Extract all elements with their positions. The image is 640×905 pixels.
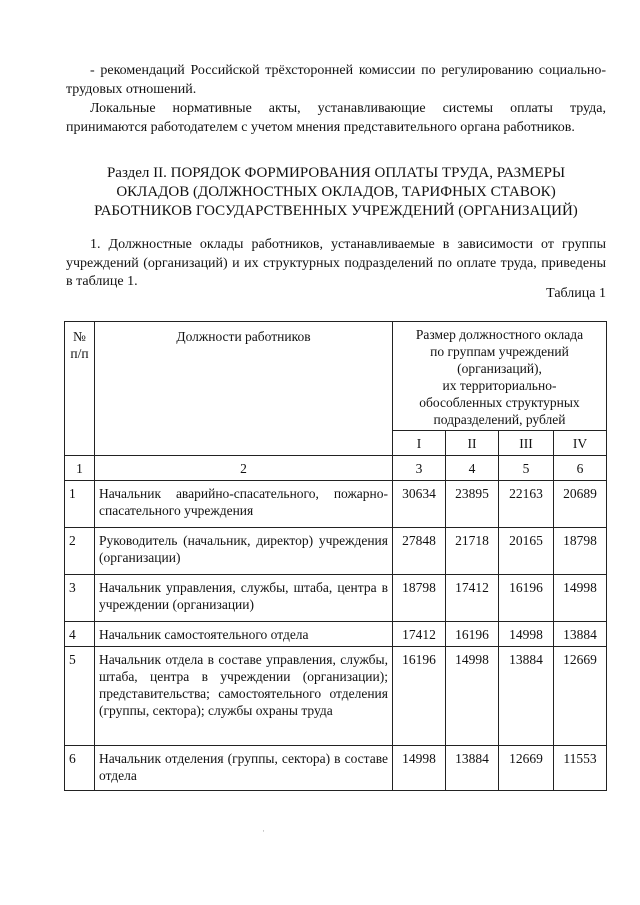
value-group-1: 16196 xyxy=(393,647,446,746)
section-heading-line-2: ОКЛАДОВ (ДОЛЖНОСТНЫХ ОКЛАДОВ, ТАРИФНЫХ СТАВОК) xyxy=(116,184,556,200)
section-heading-line-3: РАБОТНИКОВ ГОСУДАРСТВЕННЫХ УЧРЕЖДЕНИЙ (ОРГАНИЗАЦИЙ) xyxy=(94,203,578,219)
value-group-3: 16196 xyxy=(499,575,554,622)
group-header-1: I xyxy=(393,431,446,456)
header-number-label: п/п xyxy=(70,346,89,361)
row-position: Начальник самостоятельного отдела xyxy=(95,622,393,647)
value-group-2: 21718 xyxy=(446,528,499,575)
value-group-2: 23895 xyxy=(446,481,499,528)
value-group-4: 13884 xyxy=(554,622,607,647)
section-paragraph: 1. Должностные оклады работников, устанавливаемые в зависимости от группы учреждений (организаций) и их структурных подразделений по оплате труда, приведены в таблице 1. xyxy=(66,237,606,289)
group-header-3: III xyxy=(499,431,554,456)
header-size-line-6: подразделений, рублей xyxy=(433,412,566,427)
group-header-2: II xyxy=(446,431,499,456)
value-group-4: 14998 xyxy=(554,575,607,622)
value-group-2: 16196 xyxy=(446,622,499,647)
scan-speck: · xyxy=(262,826,265,836)
value-group-1: 30634 xyxy=(393,481,446,528)
table-header-row xyxy=(65,322,607,431)
table-row xyxy=(65,575,607,622)
index-cell: 3 xyxy=(393,456,446,481)
section-heading-line-1: Раздел II. ПОРЯДОК ФОРМИРОВАНИЯ ОПЛАТЫ ТРУДА, РАЗМЕРЫ xyxy=(106,165,566,181)
header-size-line-5: обособленных структурных xyxy=(419,395,580,410)
header-number xyxy=(65,322,95,456)
row-position: Начальник отделения (группы, сектора) в составе отдела xyxy=(95,746,393,791)
value-group-1: 27848 xyxy=(393,528,446,575)
table-row xyxy=(65,746,607,791)
value-group-4: 11553 xyxy=(554,746,607,791)
header-number-sign: № xyxy=(73,329,86,344)
value-group-3: 22163 xyxy=(499,481,554,528)
row-number: 6 xyxy=(65,746,95,791)
header-size-line-3: (организаций), xyxy=(457,361,542,376)
row-position: Руководитель (начальник, директор) учреждения (организации) xyxy=(95,528,393,575)
header-position: Должности работников xyxy=(95,322,393,456)
section-heading xyxy=(66,164,606,221)
table-row xyxy=(65,481,607,528)
value-group-1: 14998 xyxy=(393,746,446,791)
value-group-2: 13884 xyxy=(446,746,499,791)
table-row xyxy=(65,622,607,647)
row-position: Начальник управления, службы, штаба, центра в учреждении (организации) xyxy=(95,575,393,622)
row-position: Начальник аварийно-спасательного, пожарно-спасательного учреждения xyxy=(95,481,393,528)
row-position: Начальник отдела в составе управления, службы, штаба, центра в учреждении (организации); представительства; самостоятельного отделения (группы, сектора); службы охраны труда xyxy=(95,647,393,746)
index-cell: 2 xyxy=(95,456,393,481)
salary-table xyxy=(64,321,607,791)
index-cell: 1 xyxy=(65,456,95,481)
table-caption: Таблица 1 xyxy=(546,286,606,301)
index-cell: 4 xyxy=(446,456,499,481)
row-number: 4 xyxy=(65,622,95,647)
value-group-3: 13884 xyxy=(499,647,554,746)
row-number: 1 xyxy=(65,481,95,528)
table-row xyxy=(65,647,607,746)
table-row xyxy=(65,528,607,575)
value-group-4: 20689 xyxy=(554,481,607,528)
value-group-1: 17412 xyxy=(393,622,446,647)
row-number: 3 xyxy=(65,575,95,622)
header-size-line-2: по группам учреждений xyxy=(430,344,569,359)
value-group-3: 14998 xyxy=(499,622,554,647)
value-group-3: 12669 xyxy=(499,746,554,791)
row-number: 5 xyxy=(65,647,95,746)
header-size-line-4: их территориально- xyxy=(442,378,557,393)
intro-paragraph-1: - рекомендаций Российской трёхсторонней комиссии по регулированию социально-трудовых отношений. xyxy=(66,63,606,97)
table-index-row xyxy=(65,456,607,481)
intro-paragraph-2: Локальные нормативные акты, устанавливающие системы оплаты труда, принимаются работодателем с учетом мнения представительного органа работников. xyxy=(66,101,606,135)
value-group-3: 20165 xyxy=(499,528,554,575)
index-cell: 6 xyxy=(554,456,607,481)
row-number: 2 xyxy=(65,528,95,575)
group-header-4: IV xyxy=(554,431,607,456)
value-group-2: 14998 xyxy=(446,647,499,746)
header-size-line-1: Размер должностного оклада xyxy=(415,327,584,342)
value-group-2: 17412 xyxy=(446,575,499,622)
header-salary-size xyxy=(393,322,607,431)
index-cell: 5 xyxy=(499,456,554,481)
value-group-4: 12669 xyxy=(554,647,607,746)
value-group-4: 18798 xyxy=(554,528,607,575)
value-group-1: 18798 xyxy=(393,575,446,622)
